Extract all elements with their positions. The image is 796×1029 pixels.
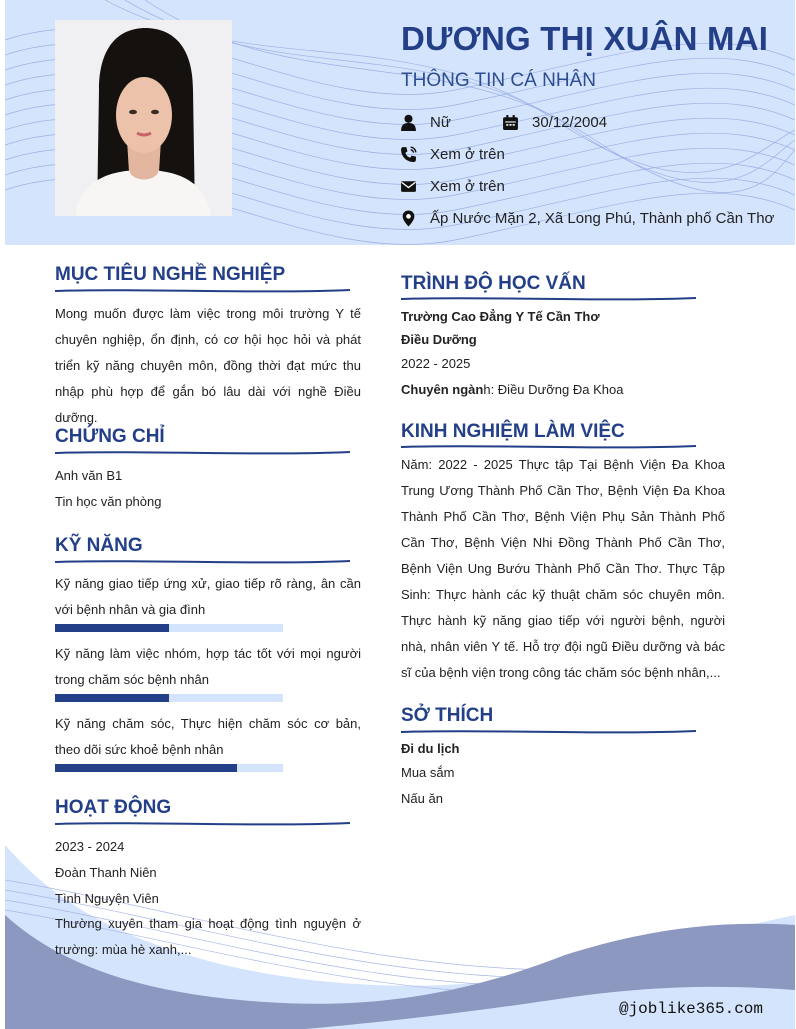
activities-title-underline — [55, 820, 350, 828]
hobby-item: Mua sắm — [401, 765, 455, 780]
birthdate-row — [502, 114, 607, 131]
experience-text: Năm: 2022 - 2025 Thực tập Tại Bệnh Viện Đa Khoa Trung Ương Thành Phố Cần Thơ, Bệnh Viện Đa Khoa Thành Phố Cần Thơ, Bệnh Viện Phụ Sản Thành Phố Cần Thơ, Bệnh Viện Nhi Đồng Thành Phố Cần Thơ, Bệnh Viện Ung Bướu Thành Phố Cần Thơ. Thực Tập Sinh: Thực hành các kỹ thuật chăm sóc chuyên môn. Thực hành kỹ năng giao tiếp với người bệnh, người nhà, nhân viên Y tế. Hỗ trợ đội ngũ Điều dưỡng và bác sĩ của bệnh viện trong công tác chăm sóc bệnh nhân,... — [401, 457, 725, 680]
skills-title-underline — [55, 558, 350, 566]
phone-value: Xem ở trên — [430, 146, 505, 163]
phone-row — [400, 146, 505, 163]
candidate-name: DƯƠNG THỊ XUÂN MAI — [401, 20, 769, 57]
specialization-label: Chuyên ngàn — [401, 382, 484, 397]
personal-info-heading: THÔNG TIN CÁ NHÂN — [401, 70, 596, 91]
certificates-title-underline — [55, 449, 350, 457]
education-title-underline — [401, 295, 696, 303]
education-school: Trường Cao Đẳng Y Tế Cần Thơ — [401, 309, 600, 324]
phone-icon — [400, 146, 417, 163]
email-value: Xem ở trên — [430, 178, 505, 195]
hobbies-title: SỞ THÍCH — [401, 705, 494, 726]
experience-title: KINH NGHIỆM LÀM VIỆC — [401, 421, 625, 442]
skill-level-bar — [55, 694, 283, 702]
gender-row — [400, 114, 451, 131]
objective-title-underline — [55, 287, 350, 295]
skill-text: Kỹ năng giao tiếp ứng xử, giao tiếp rõ ràng, ân cần với bệnh nhân và gia đình — [55, 576, 361, 617]
person-icon — [400, 114, 417, 131]
skill-level-bar — [55, 764, 283, 772]
certificate-item: Tin học văn phòng — [55, 494, 162, 509]
portrait-illustration — [55, 20, 232, 216]
cv-page — [5, 0, 795, 1029]
address-value: Ấp Nước Mặn 2, Xã Long Phú, Thành phố Cần Thơ — [430, 210, 775, 227]
skill-level-fill — [55, 764, 237, 772]
skill-text: Kỹ năng làm việc nhóm, hợp tác tốt với mọi người trong chăm sóc bệnh nhân — [55, 646, 361, 687]
envelope-icon — [400, 178, 417, 195]
activity-role: Tình Nguyện Viên — [55, 891, 159, 906]
activities-title: HOẠT ĐỘNG — [55, 797, 172, 818]
profile-photo — [55, 20, 232, 216]
education-period: 2022 - 2025 — [401, 356, 471, 371]
birthdate-value: 30/12/2004 — [532, 114, 608, 131]
education-specialization — [401, 382, 623, 397]
skill-level-bar — [55, 624, 283, 632]
hobbies-title-underline — [401, 728, 696, 736]
objective-title: MỤC TIÊU NGHỀ NGHIỆP — [55, 264, 286, 285]
skill-level-fill — [55, 694, 169, 702]
map-pin-icon — [400, 210, 417, 227]
specialization-value: h: Điều Dưỡng Đa Khoa — [483, 382, 624, 397]
calendar-icon — [502, 114, 519, 131]
education-major: Điều Dưỡng — [401, 332, 477, 347]
skill-text: Kỹ năng chăm sóc, Thực hiện chăm sóc cơ bản, theo dõi sức khoẻ bệnh nhân — [55, 716, 361, 757]
education-title: TRÌNH ĐỘ HỌC VẤN — [401, 273, 586, 294]
hobby-item: Nấu ăn — [401, 791, 443, 806]
objective-text: Mong muốn được làm việc trong môi trường Y tế chuyên nghiệp, ổn định, có cơ hội học hỏi và phát triển kỹ năng chuyên môn, đồng thời đạt mức thu nhập phù hợp để gắn bó lâu dài với nghề Điều dưỡng. — [55, 306, 361, 425]
watermark-text: @joblike365.com — [618, 1000, 763, 1018]
hobby-item: Đi du lịch — [401, 741, 460, 756]
activity-description: Thường xuyên tham gia hoạt động tình nguyện ở trường: mùa hè xanh,... — [55, 916, 361, 957]
certificates-title: CHỨNG CHỈ — [55, 426, 165, 447]
skills-title: KỸ NĂNG — [55, 535, 143, 556]
activity-period: 2023 - 2024 — [55, 839, 125, 854]
experience-title-underline — [401, 443, 696, 451]
activity-organization: Đoàn Thanh Niên — [55, 865, 157, 880]
skill-level-fill — [55, 624, 169, 632]
gender-value: Nữ — [430, 114, 451, 131]
certificate-item: Anh văn B1 — [55, 468, 123, 483]
email-row — [400, 178, 505, 195]
address-row — [400, 210, 774, 227]
